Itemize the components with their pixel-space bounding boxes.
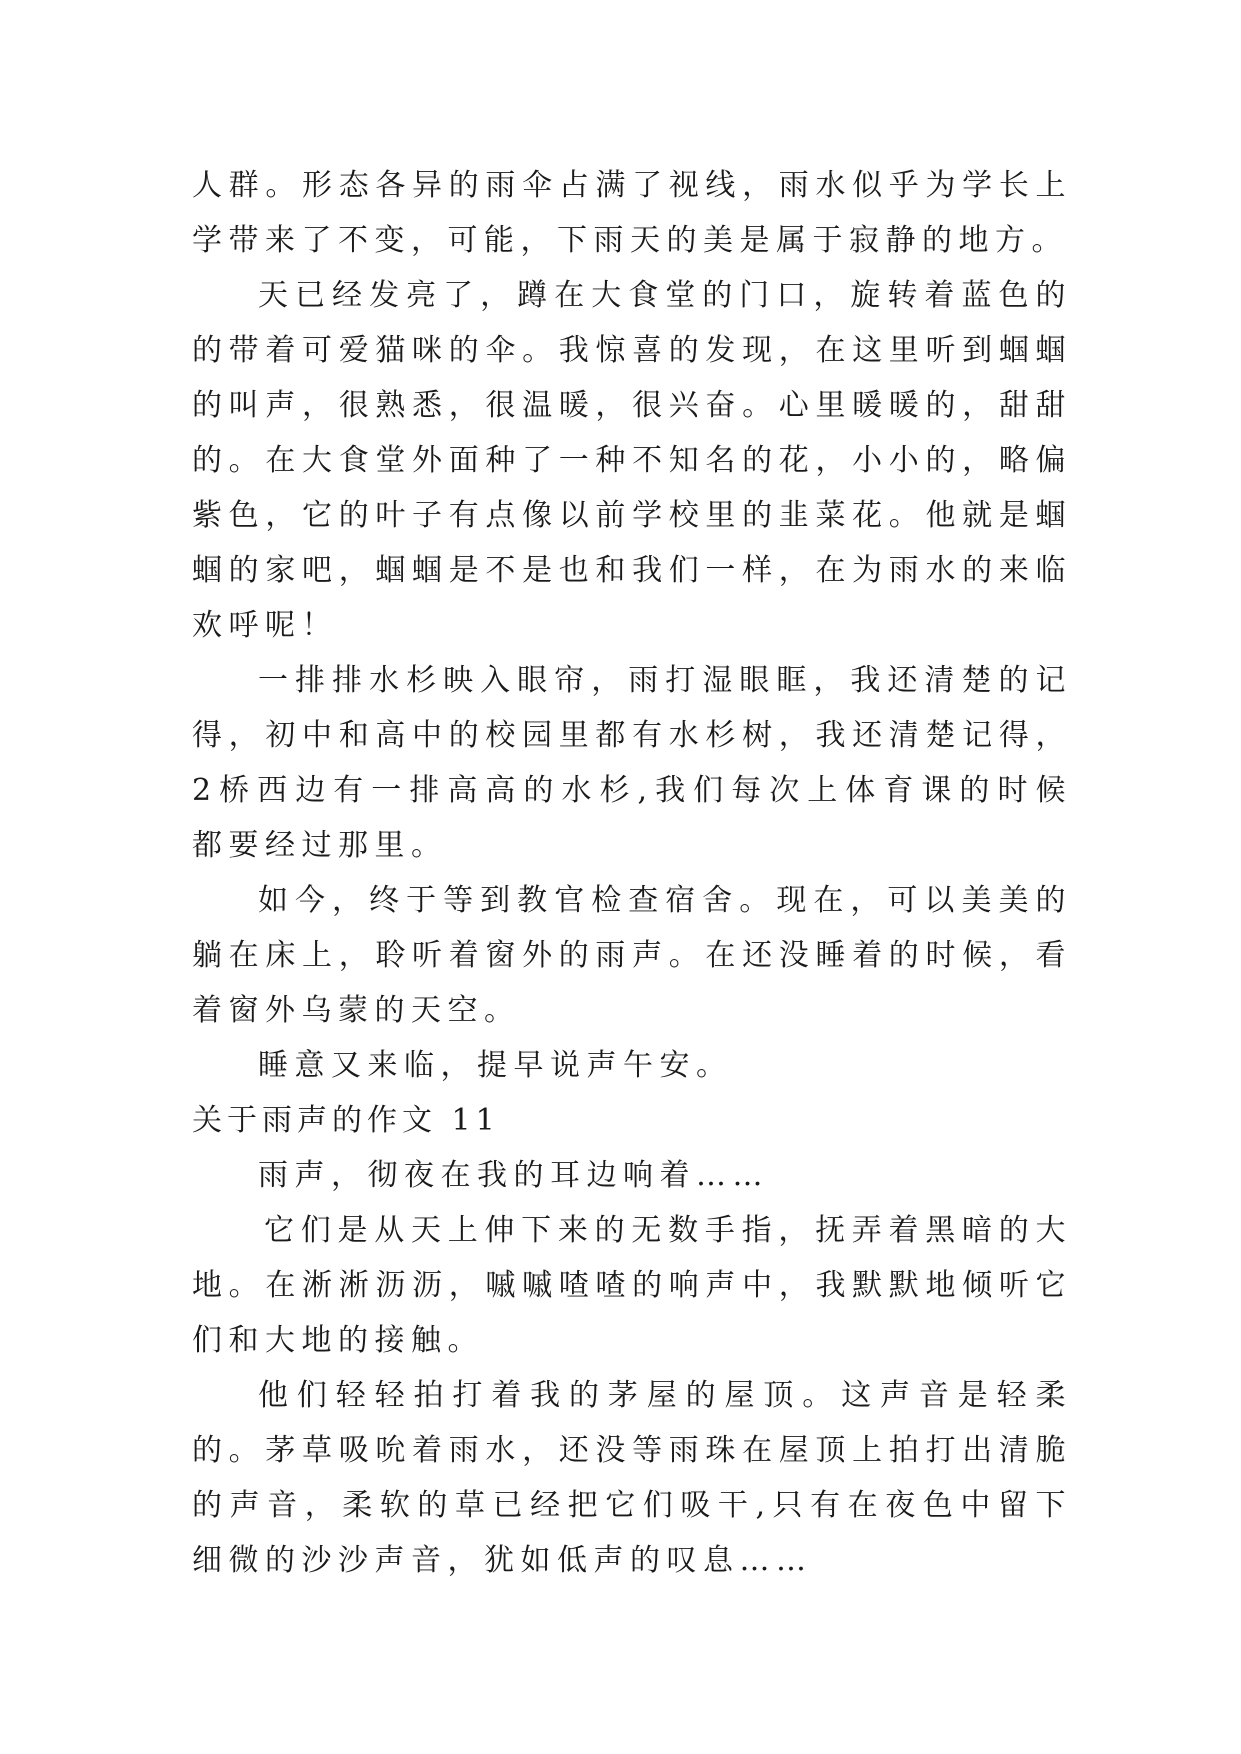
section-title: 关于雨声的作文 11 bbox=[192, 1103, 500, 1138]
paragraph: 人群。形态各异的雨伞占满了视线，雨水似乎为学长上学带来了不变，可能，下雨天的美是属于寂静的地方。 bbox=[192, 168, 1072, 258]
paragraph: 它们是从天上伸下来的无数手指，抚弄着黑暗的大地。在淅淅沥沥，嘁嘁喳喳的响声中，我默默地倾听它们和大地的接触。 bbox=[192, 1213, 1072, 1358]
paragraph: 一排排水杉映入眼帘，雨打湿眼眶，我还清楚的记得，初中和高中的校园里都有水杉树，我还清楚记得，2桥西边有一排高高的水杉,我们每次上体育课的时候都要经过那里。 bbox=[192, 663, 1072, 863]
paragraph: 他们轻轻拍打着我的茅屋的屋顶。这声音是轻柔的。茅草吸吮着雨水，还没等雨珠在屋顶上拍打出清脆的声音，柔软的草已经把它们吸干,只有在夜色中留下细微的沙沙声音，犹如低声的叹息…… bbox=[192, 1378, 1072, 1578]
document-page bbox=[192, 158, 1072, 1588]
paragraph: 雨声，彻夜在我的耳边响着…… bbox=[258, 1158, 769, 1193]
paragraph: 如今，终于等到教官检查宿舍。现在，可以美美的躺在床上，聆听着窗外的雨声。在还没睡着的时候，看着窗外乌蒙的天空。 bbox=[192, 883, 1072, 1028]
paragraph: 睡意又来临，提早说声午安。 bbox=[258, 1048, 733, 1083]
paragraph: 天已经发亮了，蹲在大食堂的门口，旋转着蓝色的的带着可爱猫咪的伞。我惊喜的发现，在这里听到蝈蝈的叫声，很熟悉，很温暖，很兴奋。心里暖暖的，甜甜的。在大食堂外面种了一种不知名的花，小小的，略偏紫色，它的叶子有点像以前学校里的韭菜花。他就是蝈蝈的家吧，蝈蝈是不是也和我们一样，在为雨水的来临欢呼呢！ bbox=[192, 278, 1072, 643]
